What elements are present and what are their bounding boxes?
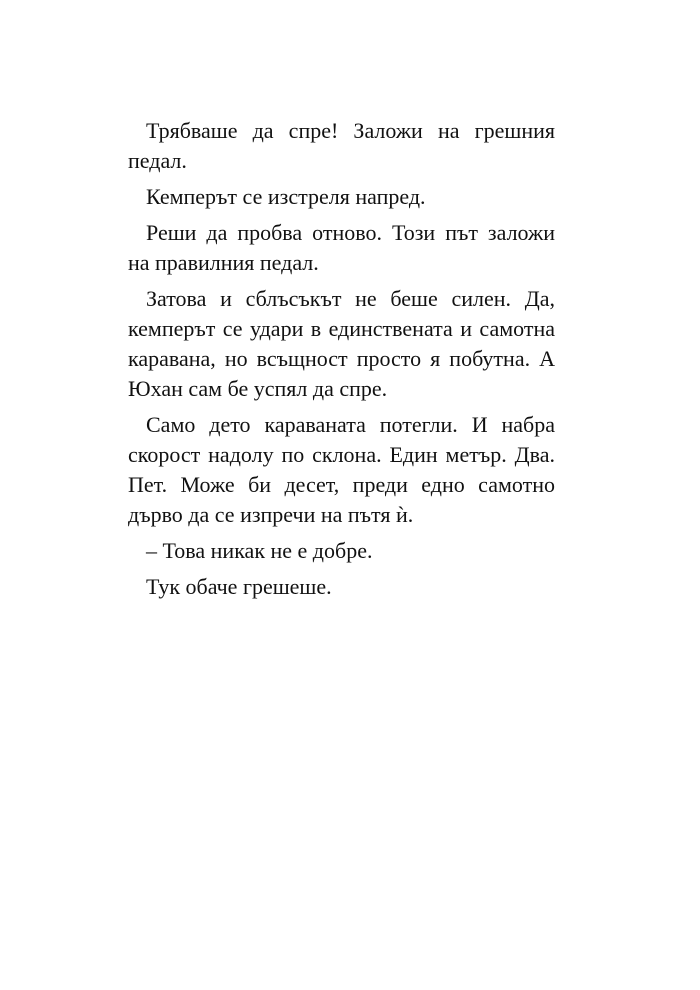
paragraph: Затова и сблъсъкът не беше силен. Да, кемперът се удари в единствената и самотна каравана, но всъщност просто я побутна. А Юхан сам бе успял да спре. (128, 286, 555, 401)
paragraph: Трябваше да спре! Заложи на грешния педал. (128, 118, 555, 173)
paragraph: Само дето караваната потегли. И набра скорост надолу по склона. Един метър. Два. Пет. Може би десет, преди едно самотно дърво да се изпречи на пътя ѝ. (128, 412, 555, 527)
paragraph: Кемперът се изстреля напред. (146, 184, 426, 209)
body-text (128, 116, 555, 608)
paragraph: Реши да пробва отново. Този път заложи на правилния педал. (128, 220, 555, 275)
dialogue-line: – Това никак не е добре. (146, 538, 373, 563)
paragraph: Тук обаче грешеше. (146, 574, 332, 599)
